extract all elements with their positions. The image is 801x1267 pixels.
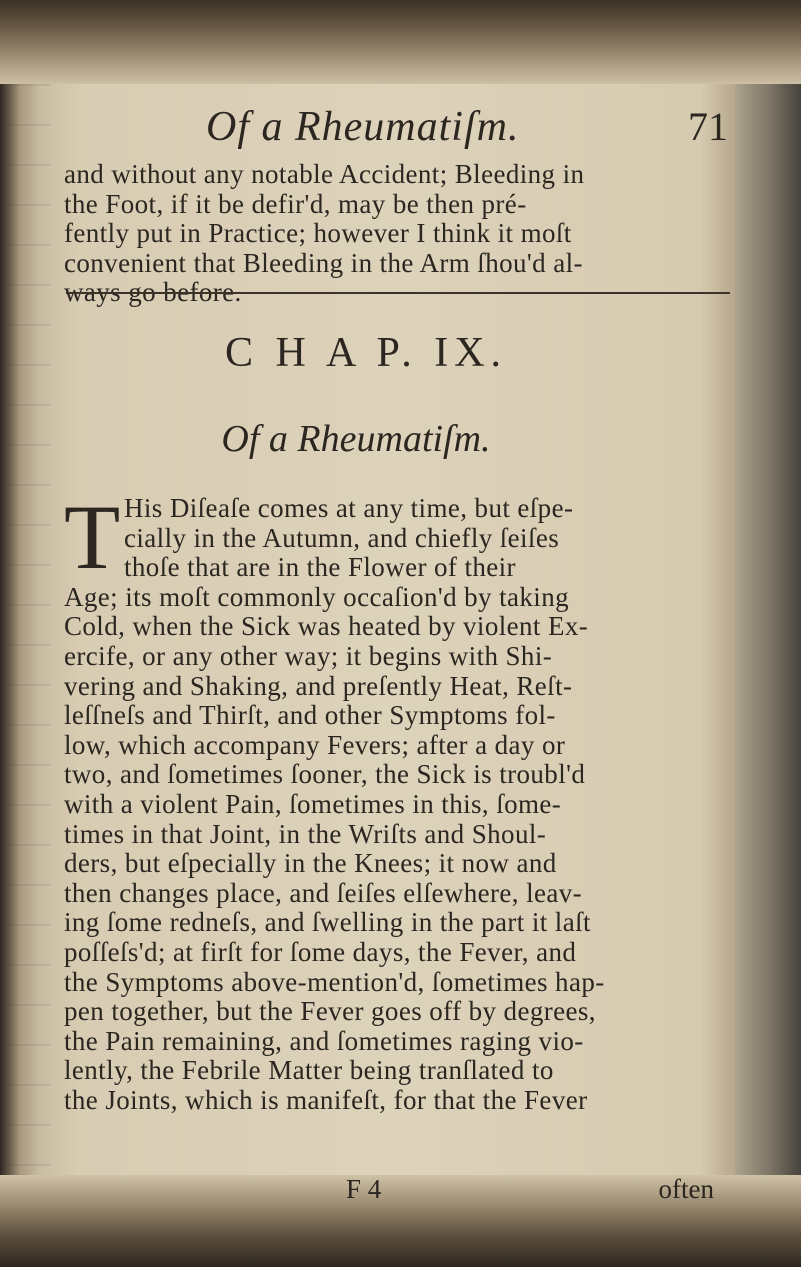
drop-cap: T — [64, 486, 121, 588]
text-line: the Pain remaining, and ſometimes raging vio- — [64, 1025, 584, 1056]
text-line: times in that Joint, in the Wriſts and Shoul- — [64, 818, 547, 849]
text-line: the Joints, which is manifeſt, for that the Fever — [64, 1084, 588, 1115]
text-line: ercife, or any other way; it begins with Shi- — [64, 640, 553, 671]
page-top-shadow — [0, 0, 801, 84]
running-head — [56, 96, 736, 156]
text-line: His Diſeaſe comes at any time, but eſpe- — [124, 493, 574, 523]
chapter-body — [64, 486, 736, 1115]
text-line: ways go before. — [64, 277, 242, 308]
text-line: fently put in Practice; however I think it moſt — [64, 218, 572, 249]
text-line: lently, the Febrile Matter being tranſlated to — [64, 1055, 554, 1086]
continuation-paragraph — [64, 160, 736, 308]
text-line: and without any notable Accident; Bleeding in — [64, 159, 585, 189]
text-line: thoſe that are in the Flower of their — [124, 552, 516, 583]
text-line: cially in the Autumn, and chiefly ſeiſes — [124, 522, 560, 553]
text-line: the Foot, if it be defir'd, may be then pré- — [64, 188, 527, 219]
text-line: convenient that Bleeding in the Arm ſhou'd al- — [64, 247, 583, 278]
page-number: 71 — [688, 104, 728, 149]
chapter-heading: C H A P. IX. — [224, 330, 508, 376]
text-line: then changes place, and ſeiſes elſewhere, leav- — [64, 877, 583, 908]
text-line: with a violent Pain, ſometimes in this, ſome- — [64, 788, 562, 819]
running-title: Of a Rheumatiſm. — [206, 104, 520, 150]
text-line: Cold, when the Sick was heated by violent Ex- — [64, 611, 589, 642]
text-line: poſſeſs'd; at firſt for ſome days, the Fever, and — [64, 936, 577, 967]
text-line: low, which accompany Fevers; after a day or — [64, 729, 566, 760]
text-line: pen together, but the Fever goes off by degrees, — [64, 996, 596, 1027]
gutter-bleed — [0, 84, 50, 1175]
catchword: often — [658, 1174, 714, 1204]
text-line: the Symptoms above-mention'd, ſometimes hap- — [64, 966, 605, 997]
signature-mark: F 4 — [346, 1174, 382, 1204]
section-rule — [66, 292, 730, 294]
text-line: two, and ſometimes ſooner, the Sick is troubl'd — [64, 759, 586, 790]
fore-edge-bleed — [735, 84, 801, 1175]
chapter-title: Of a Rheumatiſm. — [221, 418, 491, 460]
page-footer — [56, 1174, 736, 1206]
page-content — [56, 96, 736, 1204]
text-line: ing ſome redneſs, and ſwelling in the part it laſt — [64, 907, 591, 938]
text-line: ders, but eſpecially in the Knees; it now and — [64, 848, 557, 879]
text-line: vering and Shaking, and preſently Heat, Reſt- — [64, 670, 573, 701]
text-line: leſſneſs and Thirſt, and other Symptoms fol- — [64, 700, 556, 731]
text-line: Age; its moſt commonly occaſion'd by taking — [64, 581, 569, 612]
